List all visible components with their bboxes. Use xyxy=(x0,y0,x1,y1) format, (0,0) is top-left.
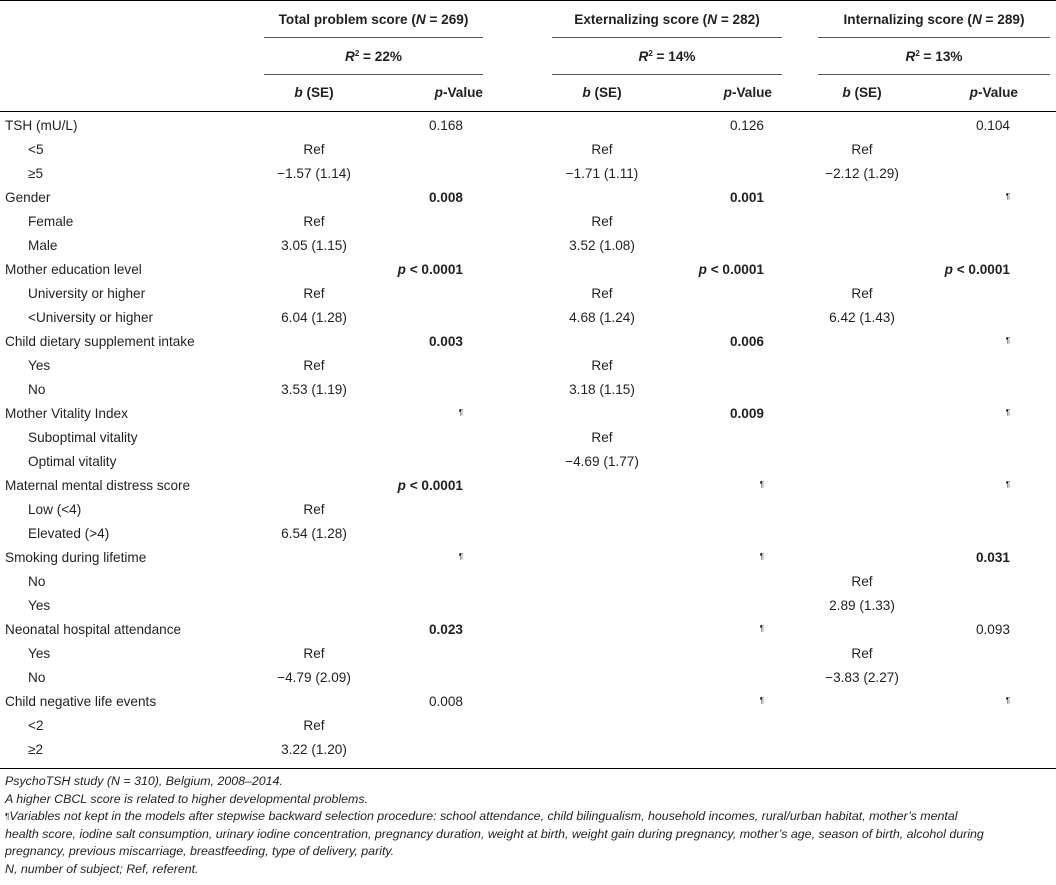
col-b-external: b (SE) xyxy=(582,85,622,100)
cell-b-total: Ref xyxy=(303,142,325,157)
cell-p-total: 0.168 xyxy=(428,118,463,133)
footnote-study: PsychoTSH study (N = 310), Belgium, 2008–2014. xyxy=(5,774,283,788)
cell-b-external: 4.68 (1.24) xyxy=(569,310,635,325)
r2-rule-internal xyxy=(818,74,1050,75)
cell-b-external: Ref xyxy=(591,358,613,373)
row-label: Gender xyxy=(5,190,51,205)
cell-b-external: Ref xyxy=(591,286,613,301)
row-sublabel: Optimal vitality xyxy=(28,454,117,469)
p-symbol: p xyxy=(944,262,953,277)
top-rule xyxy=(0,0,1056,1)
footnote-variables-2: health score, iodine salt consumption, urinary iodine concentration, pregnancy duration, weight at birth, weight gain during pregnancy, mother’s age, season of birth, alcohol during xyxy=(5,826,984,841)
row-sublabel: Low (<4) xyxy=(28,502,82,517)
cell-b-total: 3.05 (1.15) xyxy=(281,238,347,253)
row-label: TSH (mU/L) xyxy=(5,118,78,133)
cell-b-internal: Ref xyxy=(851,142,873,157)
cell-p-external: ¶ xyxy=(759,552,764,561)
row-sublabel: <5 xyxy=(28,142,44,157)
cell-p-total: 0.023 xyxy=(428,622,463,637)
p-threshold: < 0.0001 xyxy=(952,262,1010,277)
r2-internal: $R^2 = 13\%$ xyxy=(905,49,963,64)
r2-rule-external xyxy=(552,74,782,75)
cell-p-total xyxy=(383,262,463,277)
p-threshold: < 0.0001 xyxy=(405,262,463,277)
group-rule-external xyxy=(552,37,782,38)
cell-p-internal: 0.093 xyxy=(975,622,1010,637)
cell-p-internal: 0.104 xyxy=(975,118,1010,133)
group-header-external: Externalizing score (N = 282) xyxy=(574,12,760,27)
cell-b-internal: Ref xyxy=(851,574,873,589)
cell-b-total: Ref xyxy=(303,214,325,229)
cell-p-external: ¶ xyxy=(759,696,764,705)
row-label: Neonatal hospital attendance xyxy=(5,622,182,637)
table-footnotes xyxy=(5,773,1045,878)
p-symbol: p xyxy=(698,262,707,277)
cell-b-external: 3.52 (1.08) xyxy=(569,238,635,253)
cell-p-total: ¶ xyxy=(458,408,463,417)
cell-b-external: −4.69 (1.77) xyxy=(565,454,639,469)
row-sublabel: Elevated (>4) xyxy=(28,526,110,541)
footnote-cbcl: A higher CBCL score is related to higher developmental problems. xyxy=(5,791,368,806)
cell-p-external: 0.009 xyxy=(729,406,764,421)
row-label: Mother Vitality Index xyxy=(5,406,128,421)
row-sublabel: <University or higher xyxy=(28,310,154,325)
cell-b-total: Ref xyxy=(303,502,325,517)
cell-p-total: ¶ xyxy=(458,552,463,561)
cell-b-external: Ref xyxy=(591,214,613,229)
row-label: Child dietary supplement intake xyxy=(5,334,195,349)
cell-b-external: −1.71 (1.11) xyxy=(565,166,639,181)
cell-b-internal: Ref xyxy=(851,286,873,301)
cell-p-internal xyxy=(918,262,1010,277)
row-sublabel: Female xyxy=(28,214,74,229)
row-sublabel: Yes xyxy=(28,358,51,373)
table-bottom-rule xyxy=(0,768,1056,769)
cell-b-total: Ref xyxy=(303,286,325,301)
group-header-internal: Internalizing score (N = 289) xyxy=(843,12,1025,27)
row-sublabel: Yes xyxy=(28,598,51,613)
row-sublabel: No xyxy=(28,670,46,685)
cell-b-internal: −2.12 (1.29) xyxy=(825,166,899,181)
r2-total: $R^2 = 22\%$ xyxy=(345,49,402,64)
p-threshold: < 0.0001 xyxy=(706,262,764,277)
cell-b-internal: 6.42 (1.43) xyxy=(829,310,895,325)
cell-b-total: 6.54 (1.28) xyxy=(281,526,347,541)
row-sublabel: <2 xyxy=(28,718,44,733)
cell-p-internal: ¶ xyxy=(1005,408,1010,417)
row-label: Maternal mental distress score xyxy=(5,478,191,493)
p-symbol: p xyxy=(397,478,406,493)
cell-p-internal: ¶ xyxy=(1005,336,1010,345)
r2-rule-total xyxy=(264,74,483,75)
cell-b-external: Ref xyxy=(591,142,613,157)
row-sublabel: No xyxy=(28,574,46,589)
row-sublabel: University or higher xyxy=(28,286,146,301)
cell-p-total: 0.008 xyxy=(428,190,463,205)
group-rule-total xyxy=(264,37,483,38)
row-sublabel: ≥5 xyxy=(28,166,44,181)
p-symbol: p xyxy=(397,262,406,277)
cell-b-total: 3.53 (1.19) xyxy=(281,382,347,397)
cell-p-internal: ¶ xyxy=(1005,192,1010,201)
row-label: Smoking during lifetime xyxy=(5,550,147,565)
footnote-variables-3: pregnancy, previous miscarriage, breastfeeding, type of delivery, parity. xyxy=(5,844,395,858)
cell-b-total: Ref xyxy=(303,358,325,373)
cell-p-internal: ¶ xyxy=(1005,696,1010,705)
cell-p-external xyxy=(652,262,764,277)
cell-b-internal: 2.89 (1.33) xyxy=(829,598,895,613)
col-p-external: p-Value xyxy=(723,85,772,100)
row-sublabel: Male xyxy=(28,238,58,253)
cell-p-total xyxy=(383,478,463,493)
group-header-total: Total problem score (N = 269) xyxy=(278,12,469,27)
cell-p-external: 0.126 xyxy=(729,118,764,133)
r2-external: $R^2 = 14\%$ xyxy=(638,49,696,64)
col-b-internal: b (SE) xyxy=(842,85,882,100)
row-sublabel: No xyxy=(28,382,46,397)
cell-p-external: ¶ xyxy=(759,624,764,633)
row-sublabel: Suboptimal vitality xyxy=(28,430,138,445)
row-sublabel: ≥2 xyxy=(28,742,44,757)
cell-b-total: 3.22 (1.20) xyxy=(281,742,347,757)
p-threshold: < 0.0001 xyxy=(405,478,463,493)
cell-p-external: ¶ xyxy=(759,480,764,489)
cell-p-external: 0.006 xyxy=(729,334,764,349)
cell-p-internal: ¶ xyxy=(1005,480,1010,489)
col-p-internal: p-Value xyxy=(969,85,1018,100)
cell-p-internal: 0.031 xyxy=(975,550,1010,565)
row-label: Mother education level xyxy=(5,262,142,277)
col-p-total: p-Value xyxy=(434,85,483,100)
group-rule-internal xyxy=(818,37,1050,38)
cell-b-total: Ref xyxy=(303,646,325,661)
header-bottom-rule xyxy=(0,111,1056,112)
cell-b-total: Ref xyxy=(303,718,325,733)
col-b-total: b (SE) xyxy=(294,85,334,100)
footnote-abbrev: N, number of subject; Ref, referent. xyxy=(5,861,199,876)
row-label: Child negative life events xyxy=(5,694,157,709)
cell-p-external: 0.001 xyxy=(729,190,764,205)
cell-b-internal: Ref xyxy=(851,646,873,661)
cell-b-total: −1.57 (1.14) xyxy=(277,166,351,181)
row-sublabel: Yes xyxy=(28,646,51,661)
cell-b-total: −4.79 (2.09) xyxy=(277,670,351,685)
cell-b-total: 6.04 (1.28) xyxy=(281,310,347,325)
cell-b-external: Ref xyxy=(591,430,613,445)
cell-p-total: 0.003 xyxy=(428,334,463,349)
footnote-variables: ¶Variables not kept in the models after stepwise backward selection procedure: school attendance, child bilingualism, household incomes, rural/urban habitat, mother’s mental xyxy=(5,809,958,823)
cell-b-external: 3.18 (1.15) xyxy=(569,382,635,397)
cell-b-internal: −3.83 (2.27) xyxy=(825,670,899,685)
cell-p-total: 0.008 xyxy=(428,694,463,709)
